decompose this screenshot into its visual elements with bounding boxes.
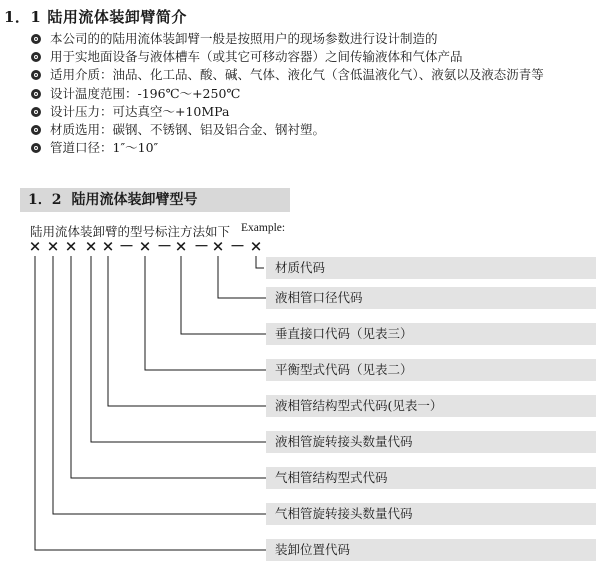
code-symbol: ×: [211, 237, 225, 255]
code-separator: －: [230, 237, 246, 255]
connector-line: [218, 256, 266, 298]
section-1-title: 陆用流体装卸臂简介: [47, 8, 187, 26]
code-symbol: ×: [46, 237, 60, 255]
code-label-balance-type: 平衡型式代码（见表二）: [266, 359, 596, 381]
section-2-title: 陆用流体装卸臂型号: [71, 192, 198, 208]
connector-line: [53, 256, 266, 514]
code-label-material: 材质代码: [266, 257, 596, 279]
code-label-liquid-swivel-count: 液相管旋转接头数量代码: [266, 431, 596, 453]
bullet-text: 管道口径：1″～10″: [50, 140, 159, 156]
code-separator: －: [194, 237, 210, 255]
bullet-text: 设计温度范围：-196℃～+250℃: [50, 85, 241, 101]
code-label-vapor-pipe-structure: 气相管结构型式代码: [266, 467, 596, 489]
code-label-vertical-interface: 垂直接口代码（见表三）: [266, 323, 596, 345]
code-symbol: ×: [249, 237, 263, 255]
bullet-text: 本公司的的陆用流体装卸臂一般是按照用户的现场参数进行设计制造的: [50, 31, 438, 46]
bullet-text: 设计压力：可达真空～+10MPa: [50, 103, 230, 119]
code-symbol: ×: [84, 237, 98, 255]
section-2-number: 1．2: [28, 192, 62, 208]
code-symbol: ×: [101, 237, 115, 255]
code-label-loading-position: 装卸位置代码: [266, 539, 596, 561]
code-separator: －: [157, 237, 173, 255]
code-symbol: ×: [138, 237, 152, 255]
code-symbol: ×: [28, 237, 42, 255]
bullet-text: 适用介质：油品、化工品、酸、碱、气体、液化气（含低温液化气）、液氨以及液态沥青等: [50, 67, 544, 83]
bullet-text: 材质选用：碳钢、不锈钢、铝及铝合金、钢衬塑。: [50, 122, 326, 138]
code-symbol: ×: [64, 237, 78, 255]
connector-line: [71, 256, 266, 478]
section-1-number: 1．1: [4, 8, 42, 26]
bullet-text: 用于实地面设备与液体槽车（或其它可移动容器）之间传输液体和气体产品: [50, 49, 463, 65]
connector-line: [256, 256, 264, 268]
model-notation-intro: 陆用流体装卸臂的型号标注方法如下: [30, 224, 231, 239]
model-code-row: [24, 236, 274, 256]
connector-line: [91, 256, 266, 442]
connector-line: [35, 256, 266, 550]
code-separator: －: [119, 237, 135, 255]
code-label-vapor-swivel-count: 气相管旋转接头数量代码: [266, 503, 596, 525]
code-label-liquid-pipe-structure: 液相管结构型式代码(见表一）: [266, 395, 596, 417]
connector-line: [145, 256, 266, 370]
connector-line: [181, 256, 266, 334]
connector-line: [108, 256, 266, 406]
code-symbol: ×: [174, 237, 188, 255]
code-label-liquid-pipe-diameter: 液相管口径代码: [266, 287, 596, 309]
example-label: Example:: [241, 222, 286, 234]
